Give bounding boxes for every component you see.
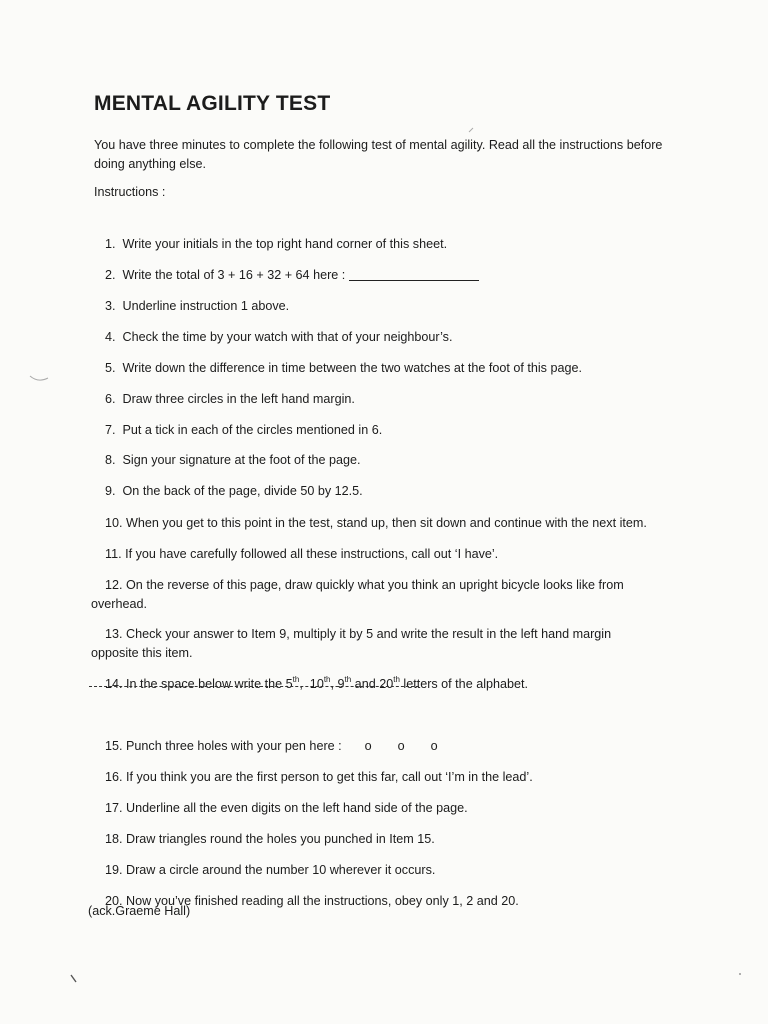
- item-number: 2.: [105, 268, 116, 282]
- item-number: 17.: [105, 801, 123, 815]
- item-number: 16.: [105, 770, 123, 784]
- hole-marker: o: [430, 739, 438, 753]
- item-text: On the back of the page, divide 50 by 12.5.: [122, 484, 363, 498]
- item-text: Check your answer to Item 9, multiply it by 5 and write the result in the left hand margin opposite this item.: [91, 627, 615, 660]
- item-number: 5.: [105, 361, 116, 375]
- item-text: Write down the difference in time between the two watches at the foot of this page.: [122, 361, 582, 375]
- item-number: 20.: [105, 894, 123, 908]
- item-text: Draw three circles in the left hand margin.: [122, 392, 355, 406]
- item-number: 13.: [105, 627, 123, 641]
- item-text: Underline all the even digits on the left hand side of the page.: [126, 801, 468, 815]
- item-number: 11.: [105, 547, 122, 561]
- item-text: Punch three holes with your pen here :: [126, 739, 342, 753]
- item-text: Draw triangles round the holes you punched in Item 15.: [126, 832, 435, 846]
- item-number: 8.: [105, 453, 116, 467]
- item-text: Write your initials in the top right hand corner of this sheet.: [122, 237, 448, 251]
- item-text: Draw a circle around the number 10 wherever it occurs.: [126, 863, 436, 877]
- item-number: 18.: [105, 832, 123, 846]
- scan-speck: [468, 127, 474, 133]
- item-text: If you think you are the first person to get this far, call out ‘I’m in the lead’.: [126, 770, 533, 784]
- item-text: Put a tick in each of the circles mentioned in 6.: [122, 423, 383, 437]
- item-text: Check the time by your watch with that of your neighbour’s.: [122, 330, 453, 344]
- item-number: 19.: [105, 863, 123, 877]
- item-number: 4.: [105, 330, 116, 344]
- item-number: 12.: [105, 578, 123, 592]
- hole-marker: o: [364, 739, 372, 753]
- instructions-label: Instructions :: [94, 185, 166, 199]
- scan-speck: [736, 970, 744, 978]
- item-text: In the space below write the 5th, 10th, 9th and 20th letters of the alphabet.: [126, 675, 529, 691]
- item-number: 1.: [105, 237, 116, 251]
- item-number: 9.: [105, 484, 116, 498]
- scan-smudge: [28, 374, 50, 384]
- hole-marker: o: [397, 739, 405, 753]
- item-text: Sign your signature at the foot of the page.: [122, 453, 361, 467]
- instruction-item: [91, 873, 691, 930]
- page-title: MENTAL AGILITY TEST: [94, 92, 331, 115]
- item-number: 14.: [105, 677, 123, 691]
- intro-paragraph: You have three minutes to complete the following test of mental agility. Read all the instructions before doing anything else.: [94, 138, 663, 171]
- item-number: 10.: [105, 516, 123, 530]
- item-number: 7.: [105, 423, 116, 437]
- item-text: If you have carefully followed all these instructions, call out ‘I have’.: [125, 547, 499, 561]
- scan-speck: [70, 974, 78, 984]
- item-text: When you get to this point in the test, stand up, then sit down and continue with the next item.: [126, 516, 647, 530]
- acknowledgement: (ack.Graeme Hall): [88, 904, 191, 918]
- item-number: 15.: [105, 739, 123, 753]
- item-text: Now you’ve finished reading all the instructions, obey only 1, 2 and 20.: [126, 894, 519, 908]
- item-text: Write the total of 3 + 16 + 32 + 64 here :: [122, 268, 346, 282]
- item-number: 3.: [105, 299, 116, 313]
- item-text: Underline instruction 1 above.: [122, 299, 290, 313]
- item-text: On the reverse of this page, draw quickly what you think an upright bicycle looks like from overhead.: [91, 578, 628, 611]
- dashed-answer-line: [89, 686, 419, 687]
- instruction-item: [91, 656, 691, 713]
- item-number: 6.: [105, 392, 116, 406]
